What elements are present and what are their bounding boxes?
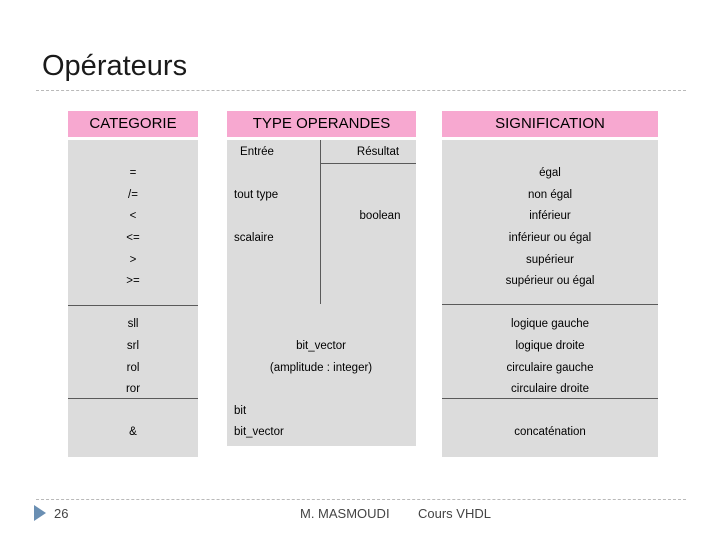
- meaning-logique-droite: logique droite: [515, 340, 585, 352]
- subheader-resultat: Résultat: [356, 146, 400, 158]
- meaning-concatenation: concaténation: [514, 426, 586, 438]
- column-categorie: [68, 140, 198, 457]
- meaning-inferieur-ou-egal: inférieur ou égal: [508, 232, 592, 244]
- concat-type-bit-vector: bit_vector: [234, 426, 284, 438]
- meaning-non-egal: non égal: [527, 189, 573, 201]
- header-signification: SIGNIFICATION: [442, 111, 658, 137]
- page-number: 26: [54, 506, 69, 521]
- op-less-equal: <=: [126, 232, 140, 244]
- op-rol: rol: [126, 362, 140, 374]
- type-scalaire: scalaire: [234, 232, 274, 244]
- subheader-entree: Entrée: [240, 146, 274, 158]
- op-equal: =: [129, 167, 137, 179]
- rule-subheader: [320, 163, 416, 164]
- rule-categorie-2: [68, 398, 198, 399]
- title-divider: [36, 90, 686, 91]
- meaning-superieur-ou-egal: supérieur ou égal: [505, 275, 595, 287]
- footer-author: M. MASMOUDI: [300, 506, 390, 521]
- divider-entree-resultat: [320, 140, 321, 304]
- meaning-circulaire-gauche: circulaire gauche: [506, 362, 594, 374]
- meaning-superieur: supérieur: [526, 254, 574, 266]
- footer-course: Cours VHDL: [418, 506, 491, 521]
- column-signification: [442, 140, 658, 457]
- op-sll: sll: [127, 318, 139, 330]
- op-not-equal: /=: [128, 189, 138, 201]
- op-greater-equal: >=: [126, 275, 140, 287]
- meaning-egal: égal: [539, 167, 561, 179]
- header-type-operandes: TYPE OPERANDES: [227, 111, 416, 137]
- result-boolean: boolean: [359, 210, 401, 222]
- op-greater: >: [129, 254, 137, 266]
- rule-signification-2: [442, 398, 658, 399]
- op-srl: srl: [126, 340, 140, 352]
- page-marker-icon: [34, 505, 46, 521]
- op-concat: &: [129, 426, 137, 438]
- concat-type-bit: bit: [234, 405, 247, 417]
- rule-categorie-1: [68, 305, 198, 306]
- header-categorie: CATEGORIE: [68, 111, 198, 137]
- type-tout-type: tout type: [234, 189, 279, 201]
- meaning-inferieur: inférieur: [529, 210, 571, 222]
- op-less: <: [129, 210, 137, 222]
- op-ror: ror: [125, 383, 141, 395]
- shift-type-amplitude: (amplitude : integer): [269, 362, 373, 374]
- column-type-operandes: [227, 140, 416, 446]
- rule-signification-1: [442, 304, 658, 305]
- shift-type-bit-vector: bit_vector: [296, 340, 346, 352]
- meaning-circulaire-droite: circulaire droite: [511, 383, 589, 395]
- slide-title: Opérateurs: [42, 50, 188, 82]
- meaning-logique-gauche: logique gauche: [510, 318, 590, 330]
- footer-divider: [36, 499, 686, 500]
